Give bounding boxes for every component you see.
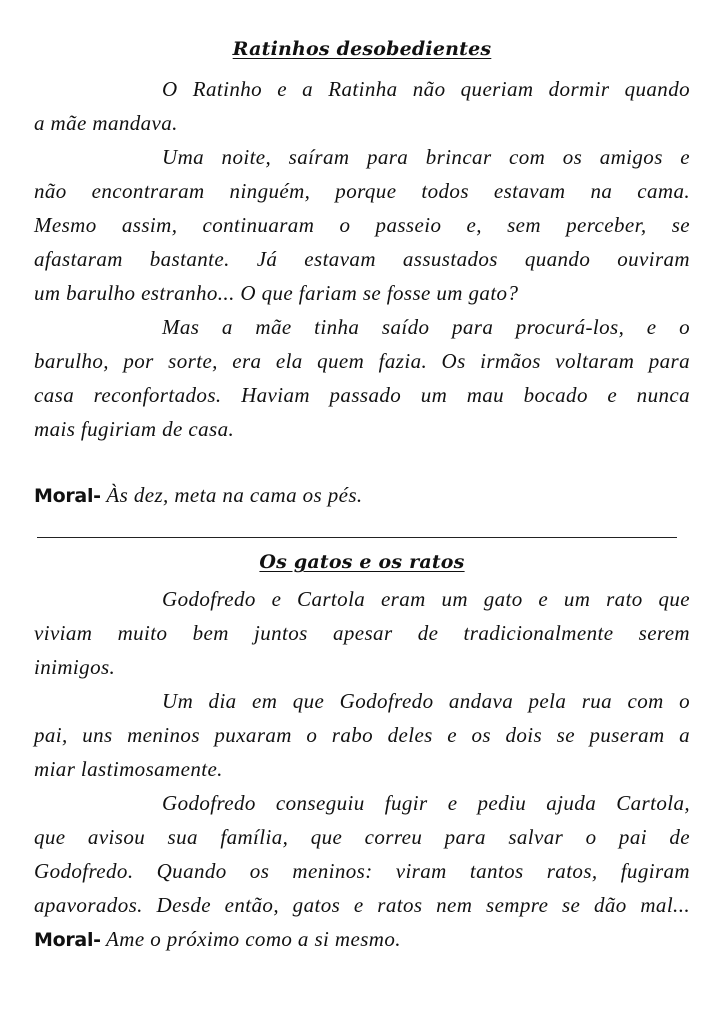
story1-line-1: O Ratinho e a Ratinha não queriam dormir quando — [162, 77, 690, 101]
story1-line-11: mais fugiriam de casa. — [34, 417, 235, 441]
story1-line-9: barulho, por sorte, era ela quem fazia. Os irmãos voltaram para — [34, 349, 690, 373]
section-divider — [37, 537, 677, 538]
story2-line-4: Um dia em que Godofredo andava pela rua com o — [162, 689, 690, 713]
story1-line-10: casa reconfortados. Haviam passado um mau bocado e nunca — [34, 383, 690, 407]
story-title-ratinhos: Ratinhos desobedientes — [232, 38, 492, 60]
story1-moral — [34, 482, 690, 508]
story2-line-2: viviam muito bem juntos apesar de tradicionalmente serem — [34, 621, 690, 645]
story1-line-7: um barulho estranho... O que fariam se fosse um gato? — [34, 281, 519, 305]
story2-line-10: apavorados. Desde então, gatos e ratos nem sempre se dão mal... — [34, 893, 690, 917]
story2-line-9: Godofredo. Quando os meninos: viram tantos ratos, fugiram — [34, 859, 690, 883]
story1-line-4: não encontraram ninguém, porque todos estavam na cama. — [34, 179, 690, 203]
moral-label: Moral- — [34, 485, 101, 507]
moral-label: Moral- — [34, 929, 101, 951]
story1-line-5: Mesmo assim, continuaram o passeio e, sem perceber, se — [34, 213, 690, 237]
story2-line-3: inimigos. — [34, 655, 116, 679]
moral-text: Ame o próximo como a si mesmo. — [100, 927, 401, 951]
story-title-gatos: Os gatos e os ratos — [259, 551, 465, 573]
story2-line-1: Godofredo e Cartola eram um gato e um rato que — [162, 587, 690, 611]
story2-line-7: Godofredo conseguiu fugir e pediu ajuda Cartola, — [162, 791, 690, 815]
moral-text: Às dez, meta na cama os pés. — [100, 483, 363, 507]
story2-moral — [34, 926, 690, 952]
story2-line-6: miar lastimosamente. — [34, 757, 223, 781]
story1-line-8: Mas a mãe tinha saído para procurá-los, e o — [162, 315, 690, 339]
story2-line-8: que avisou sua família, que correu para salvar o pai de — [34, 825, 690, 849]
story1-line-2: a mãe mandava. — [34, 111, 178, 135]
story1-line-6: afastaram bastante. Já estavam assustados quando ouviram — [34, 247, 690, 271]
story2-line-5: pai, uns meninos puxaram o rabo deles e os dois se puseram a — [34, 723, 690, 747]
story1-line-3: Uma noite, saíram para brincar com os amigos e — [162, 145, 690, 169]
